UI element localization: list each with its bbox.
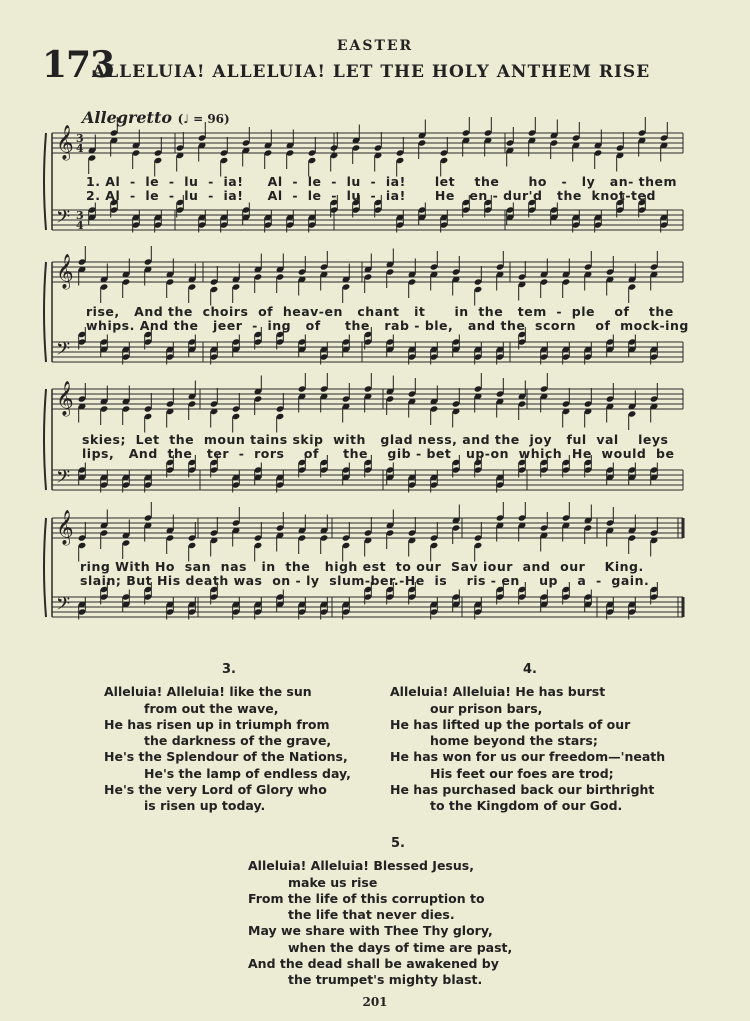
metronome-mark: (♩ = 96) (177, 112, 230, 126)
verse-line: May we share with Thee Thy glory, (248, 923, 493, 939)
verse-line: He has won for us our freedom—'neath (390, 749, 666, 765)
verse-3 (104, 662, 354, 815)
time-signature: 4 (76, 142, 84, 155)
verse-line: Alleluia! Alleluia! Blessed Jesus, (248, 858, 474, 874)
verse-number: 5. (391, 836, 405, 851)
system-2-lyric-verse-2: whips. And the jeer - ing of the rab - ble, and the scorn of mock-ing (86, 318, 689, 333)
verse-line: His feet our foes are trod; (430, 765, 614, 781)
section-label: EASTER (336, 38, 414, 54)
brace (44, 389, 46, 490)
verse-line: He has risen up in triumph from (104, 716, 330, 732)
verse-line: And the dead shall be awakened by (248, 956, 499, 972)
verse-line: He's the very Lord of Glory who (104, 782, 327, 798)
time-signature: 3 (76, 132, 84, 145)
bass-clef-icon: 𝄢 (56, 467, 71, 492)
verse-line: He's the Splendour of the Nations, (104, 749, 348, 765)
treble-clef-icon: 𝄞 (56, 510, 74, 545)
treble-clef-icon: 𝄞 (56, 254, 74, 289)
treble-clef-icon: 𝄞 (56, 125, 74, 160)
verse-line: home beyond the stars; (430, 733, 598, 749)
brace (44, 262, 46, 362)
system-3-lyric-verse-2: lips, And the ter - rors of the gib - bet up-on which He would be (82, 446, 675, 461)
verse-number: 4. (523, 662, 537, 677)
bass-clef-icon: 𝄢 (56, 594, 71, 619)
verse-line: He has lifted up the portals of our (390, 716, 631, 732)
page-number: 201 (362, 995, 388, 1009)
hymn-number: 173 (42, 44, 115, 86)
brace (44, 133, 46, 230)
verse-4 (390, 662, 670, 815)
verse-line: is risen up today. (144, 798, 266, 814)
system-1-lyric-verse-1: 1. Al - le - lu - ia! Al - le - lu - ia! let the ho - ly an- them (86, 174, 678, 189)
bass-clef-icon: 𝄢 (56, 339, 71, 364)
bass-clef-icon: 𝄢 (56, 207, 71, 232)
treble-clef-icon: 𝄞 (56, 381, 74, 416)
verse-5 (248, 836, 548, 989)
system-3-lyric-verse-1: skies; Let the moun tains skip with glad ness, and the joy ful val leys (82, 432, 669, 447)
system-1-lyric-verse-2: 2. Al - le - lu - ia! Al - le - lu - ia! He en - dur'd the knot-ted (86, 188, 656, 203)
verse-line: From the life of this corruption to (248, 890, 485, 906)
system-4-lyric-verse-1: ring With Ho san nas in the high est to our Sav iour and our King. (80, 559, 644, 574)
verse-line: when the days of time are past, (288, 939, 513, 955)
time-signature: 4 (76, 219, 84, 232)
tempo-text: Allegretto (82, 108, 172, 127)
verse-line: He has purchased back our birthright (390, 782, 655, 798)
system-2-lyric-verse-1: rise, And the choirs of heav-en chant it in the tem - ple of the (86, 304, 674, 319)
hymn-title: ALLELUIA! ALLELUIA! LET THE HOLY ANTHEM RISE (92, 62, 651, 82)
verse-line: to the Kingdom of our God. (430, 798, 623, 814)
system-4-lyric-verse-2: slain; But His death was on - ly slum-ber.-He is ris - en up a - gain. (80, 573, 650, 588)
verse-line: He's the lamp of endless day, (144, 765, 351, 781)
verse-line: Alleluia! Alleluia! He has burst (390, 684, 606, 700)
verse-line: make us rise (288, 874, 378, 890)
verse-line: our prison bars, (430, 700, 543, 716)
verse-number: 3. (222, 662, 236, 677)
verse-line: Alleluia! Alleluia! like the sun (104, 684, 312, 700)
time-signature: 3 (76, 209, 84, 222)
verse-line: the life that never dies. (288, 907, 455, 923)
brace (44, 518, 46, 617)
verse-line: the darkness of the grave, (144, 733, 332, 749)
verse-line: the trumpet's mighty blast. (288, 972, 483, 988)
verse-line: from out the wave, (144, 700, 279, 716)
